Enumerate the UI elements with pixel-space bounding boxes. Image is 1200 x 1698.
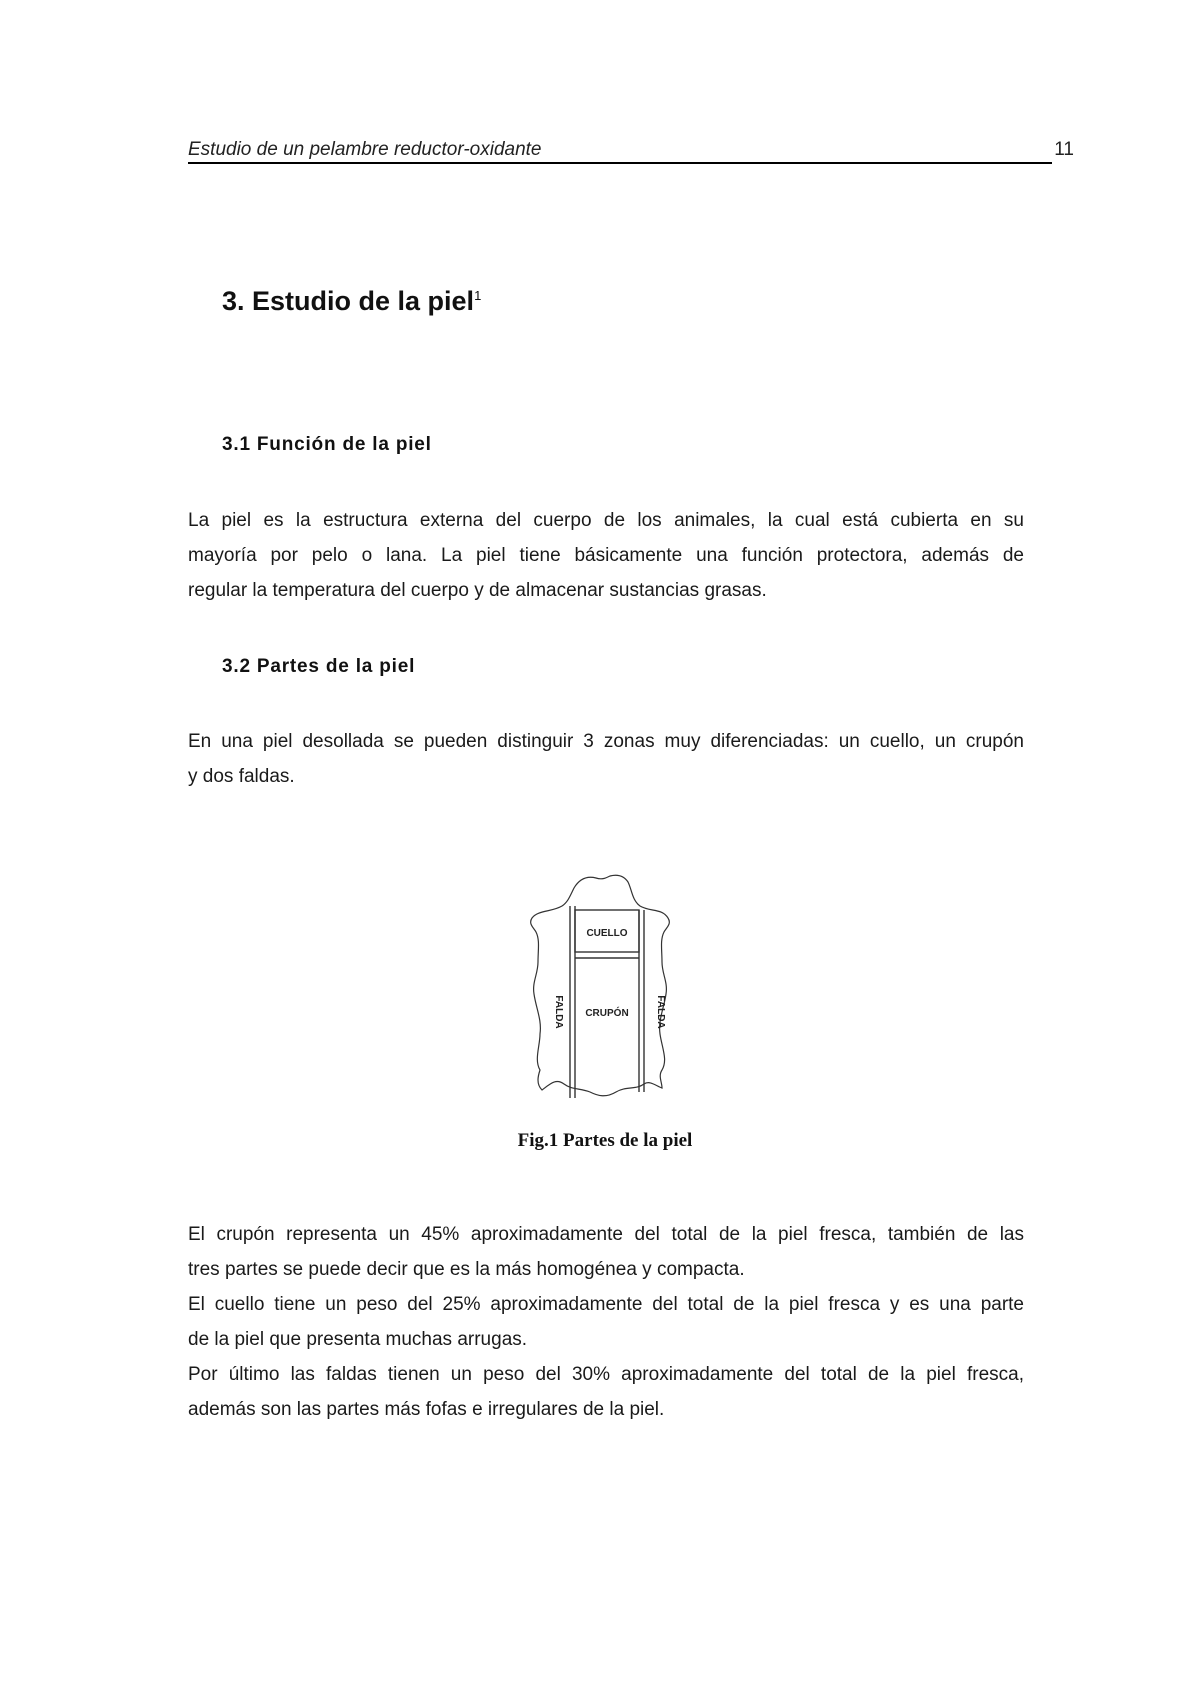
header-title: Estudio de un pelambre reductor-oxidante bbox=[188, 139, 542, 160]
paragraph-line: además son las partes más fofas e irregulares de la piel. bbox=[188, 1399, 665, 1420]
running-header bbox=[188, 136, 1074, 164]
label-cuello: CUELLO bbox=[586, 928, 628, 939]
paragraph-line: de la piel que presenta muchas arrugas. bbox=[188, 1329, 528, 1350]
hide-diagram bbox=[506, 870, 696, 1110]
figure-caption-text: Fig.1 Partes de la piel bbox=[517, 1130, 693, 1151]
footnote-mark: 1 bbox=[474, 288, 482, 303]
figure-caption bbox=[0, 1130, 1200, 1152]
paragraph-line: tres partes se puede decir que es la más homogénea y compacta. bbox=[188, 1259, 745, 1280]
label-falda-left: FALDA bbox=[553, 995, 564, 1029]
hide-parts-figure bbox=[506, 870, 696, 1110]
subsection-1-heading: 3.1 Función de la piel bbox=[222, 434, 432, 455]
page-number: 11 bbox=[1054, 139, 1074, 160]
subsection-1-paragraph bbox=[188, 503, 1024, 608]
paragraph-line: mayoría por pelo o lana. La piel tiene básicamente una función protectora, además de bbox=[188, 545, 1024, 566]
paragraph-line: La piel es la estructura externa del cuerpo de los animales, la cual está cubierta en su bbox=[188, 510, 1024, 531]
label-crupon: CRUPÓN bbox=[585, 1008, 629, 1019]
paragraph-line: y dos faldas. bbox=[188, 766, 295, 787]
closing-paragraph bbox=[188, 1217, 1024, 1427]
paragraph-line: regular la temperatura del cuerpo y de almacenar sustancias grasas. bbox=[188, 580, 767, 601]
paragraph-line: En una piel desollada se pueden distinguir 3 zonas muy diferenciadas: un cuello, un crupón bbox=[188, 731, 1024, 752]
subsection-2-paragraph bbox=[188, 724, 1024, 794]
label-falda-right: FALDA bbox=[655, 995, 666, 1029]
section-heading bbox=[222, 286, 481, 317]
hide-outline bbox=[531, 875, 670, 1096]
section-title: 3. Estudio de la piel bbox=[222, 286, 475, 316]
paragraph-line: El crupón representa un 45% aproximadamente del total de la piel fresca, también de las bbox=[188, 1224, 1024, 1245]
subsection-2-heading: 3.2 Partes de la piel bbox=[222, 656, 416, 677]
paragraph-line: Por último las faldas tienen un peso del 30% aproximadamente del total de la piel fresca, bbox=[188, 1364, 1024, 1385]
paragraph-line: El cuello tiene un peso del 25% aproximadamente del total de la piel fresca y es una parte bbox=[188, 1294, 1024, 1315]
